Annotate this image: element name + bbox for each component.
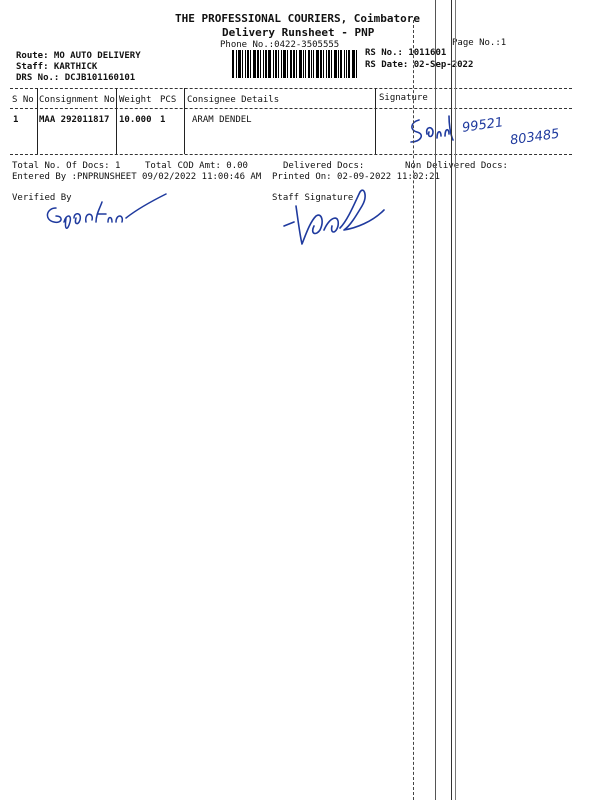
col-header-pcs: PCS — [160, 95, 177, 105]
drs-number: DRS No.: DCJB101160101 — [16, 73, 136, 83]
barcode-bar — [346, 50, 347, 78]
barcode-bar — [263, 50, 264, 78]
barcode-bar — [232, 50, 234, 78]
barcode-bar — [238, 50, 241, 78]
staff-label: Staff: KARTHICK — [16, 62, 98, 72]
barcode-bar — [340, 50, 342, 78]
barcode-bar — [296, 50, 297, 78]
total-docs: Total No. Of Docs: 1 — [12, 161, 121, 171]
barcode-image — [232, 50, 360, 78]
rs-number: RS No.: 1011601 — [365, 48, 447, 58]
col-header-weight: Weight — [119, 95, 152, 105]
barcode-bar — [242, 50, 243, 78]
barcode-bar — [268, 50, 271, 78]
document-title: Delivery Runsheet - PNP — [222, 26, 375, 39]
barcode-bar — [348, 50, 350, 78]
col-header-consignee: Consignee Details — [187, 95, 280, 105]
barcode-bar — [352, 50, 355, 78]
col-header-sno: S No — [12, 95, 34, 105]
barcode-bar — [247, 50, 249, 78]
phone-number: Phone No.:0422-3505555 — [220, 40, 340, 50]
barcode-bar — [316, 50, 319, 78]
scan-edge-line — [455, 0, 456, 800]
barcode-bar — [253, 50, 256, 78]
table-header-rule — [10, 108, 572, 109]
scan-fold-line — [413, 20, 414, 800]
scan-edge-line — [435, 0, 436, 800]
col-header-signature: Signature — [379, 93, 428, 103]
printed-on: Printed On: 02-09-2022 11:02:21 — [272, 172, 440, 182]
cell-consignee: ARAM DENDEL — [192, 115, 252, 125]
barcode-bar — [281, 50, 282, 78]
barcode-bar — [257, 50, 259, 78]
col-divider — [37, 88, 38, 154]
barcode-bar — [275, 50, 277, 78]
col-divider — [375, 88, 376, 154]
route-label: Route: MO AUTO DELIVERY — [16, 51, 141, 61]
handwritten-note-1: 99521 — [461, 115, 505, 136]
barcode-bar — [250, 50, 251, 78]
delivered-docs: Delivered Docs: — [283, 161, 365, 171]
barcode-bar — [356, 50, 357, 78]
barcode-bar — [334, 50, 337, 78]
cell-weight: 10.000 — [119, 115, 152, 125]
non-delivered-docs: Non Delivered Docs: — [405, 161, 508, 171]
barcode-bar — [290, 50, 292, 78]
company-name: THE PROFESSIONAL COURIERS, Coimbatore — [175, 12, 421, 25]
barcode-bar — [260, 50, 261, 78]
total-cod-amount: Total COD Amt: 0.00 — [145, 161, 248, 171]
barcode-bar — [344, 50, 345, 78]
entered-by: Entered By :PNPRUNSHEET 09/02/2022 11:00:46 AM — [12, 172, 262, 182]
barcode-bar — [236, 50, 237, 78]
page-number: Page No.:1 — [452, 38, 507, 48]
col-header-consignment: Consignment No — [39, 95, 115, 105]
scan-edge-line — [451, 0, 452, 800]
barcode-bar — [305, 50, 306, 78]
table-top-rule — [10, 88, 572, 89]
barcode-bar — [338, 50, 339, 78]
barcode-bar — [331, 50, 332, 78]
barcode-bar — [245, 50, 246, 78]
handwritten-note-2: 803485 — [509, 126, 561, 149]
barcode-bar — [328, 50, 330, 78]
barcode-bar — [293, 50, 295, 78]
barcode-bar — [273, 50, 274, 78]
barcode-bar — [265, 50, 267, 78]
table-bottom-rule — [10, 154, 572, 155]
barcode-bar — [283, 50, 286, 78]
barcode-bar — [313, 50, 314, 78]
barcode-bar — [278, 50, 279, 78]
barcode-bar — [308, 50, 310, 78]
staff-signature-image — [280, 186, 390, 256]
verified-by-signature — [40, 188, 170, 238]
barcode-bar — [320, 50, 322, 78]
cell-pcs: 1 — [160, 115, 166, 125]
rs-date: RS Date: 02-Sep-2022 — [365, 60, 474, 70]
cell-sno: 1 — [13, 115, 19, 125]
staff-signature-label: Staff Signature — [272, 193, 354, 203]
cell-consignment: MAA 292011817 — [39, 115, 110, 125]
barcode-bar — [323, 50, 324, 78]
barcode-bar — [299, 50, 302, 78]
barcode-bar — [303, 50, 304, 78]
col-divider — [116, 88, 117, 154]
col-divider — [184, 88, 185, 154]
verified-by-label: Verified By — [12, 193, 72, 203]
barcode-bar — [326, 50, 327, 78]
barcode-bar — [311, 50, 312, 78]
barcode-bar — [287, 50, 288, 78]
